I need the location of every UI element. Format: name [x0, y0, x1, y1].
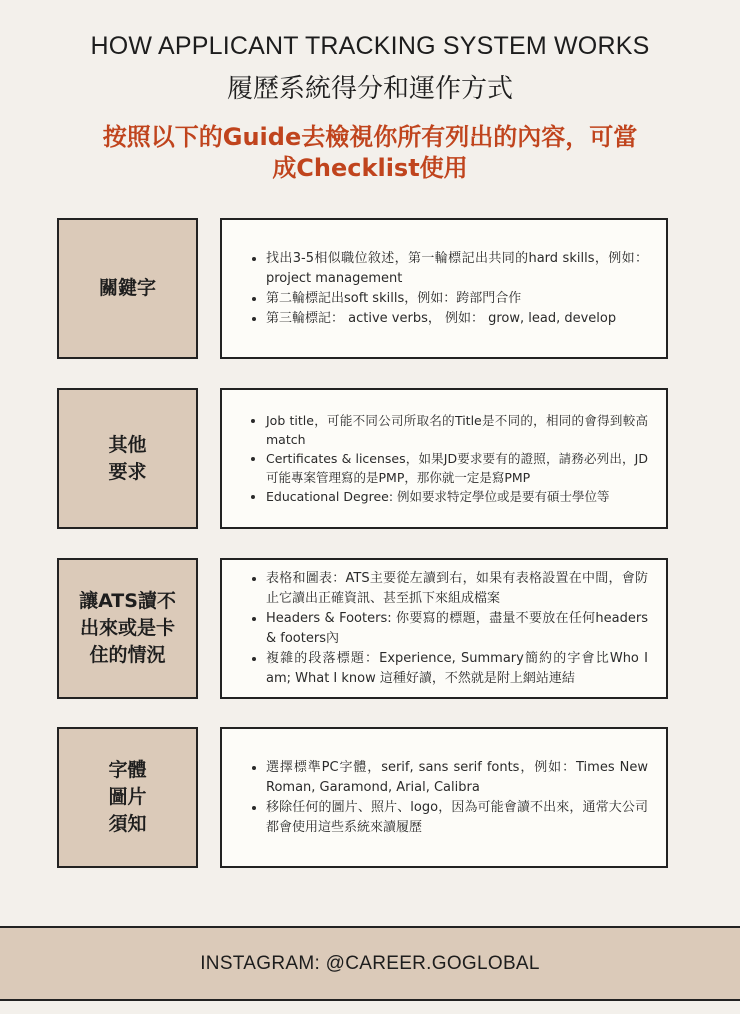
- list-item: • Headers & Footers: 你要寫的標題，盡量不要放在任何headers & footers內: [266, 609, 648, 649]
- section-content: [220, 558, 668, 699]
- list-item: • 表格和圖表：ATS主要從左讀到右，如果有表格設置在中間，會防止它讀出正確資訊、甚至抓下來組成檔案: [266, 569, 648, 609]
- list-item: • 複雜的段落標題：Experience, Summary簡約的字會比Who I am; What I know 這種好讀，不然就是附上網站連結: [266, 649, 648, 689]
- list-item: • 選擇標準PC字體，serif, sans serif fonts，例如：Times New Roman, Garamond, Arial, Calibra: [266, 758, 648, 798]
- list-item: • 移除任何的圖片、照片、logo，因為可能會讀不出來，通常大公司都會使用這些系統來讀履歷: [266, 798, 648, 838]
- list-item: • 找出3-5相似職位敘述，第一輪標記出共同的hard skills，例如：project management: [266, 249, 648, 289]
- list-item: • 第三輪標記： active verbs， 例如： grow, lead, develop: [266, 309, 648, 329]
- list-item: • Educational Degree: 例如要求特定學位或是要有碩士學位等: [266, 487, 648, 506]
- bullet-list: [262, 758, 648, 838]
- section-label: 其他 要求: [57, 388, 198, 529]
- section-content: [220, 388, 668, 529]
- section-content: [220, 727, 668, 868]
- list-item: • 第二輪標記出soft skills，例如：跨部門合作: [266, 289, 648, 309]
- bullet-list: [262, 411, 648, 506]
- footer-instagram: INSTAGRAM: @CAREER.GOGLOBAL: [0, 926, 740, 1001]
- subtitle: 按照以下的Guide去檢視你所有列出的內容，可當成Checklist使用: [102, 123, 638, 182]
- bullet-list: [262, 569, 648, 689]
- section-label: 關鍵字: [57, 218, 198, 359]
- title-chinese: 履歷系統得分和運作方式: [226, 74, 513, 104]
- bullet-list: [262, 249, 648, 329]
- section-label: 讓ATS讀不 出來或是卡 住的情況: [57, 558, 198, 699]
- list-item: • Certificates & licenses，如果JD要求要有的證照，請務必列出，JD可能專案管理寫的是PMP，那你就一定是寫PMP: [266, 449, 648, 487]
- section-label: 字體 圖片 須知: [57, 727, 198, 868]
- list-item: • Job title，可能不同公司所取名的Title是不同的，相同的會得到較高match: [266, 411, 648, 449]
- section-content: [220, 218, 668, 359]
- title-english: HOW APPLICANT TRACKING SYSTEM WORKS: [90, 32, 650, 60]
